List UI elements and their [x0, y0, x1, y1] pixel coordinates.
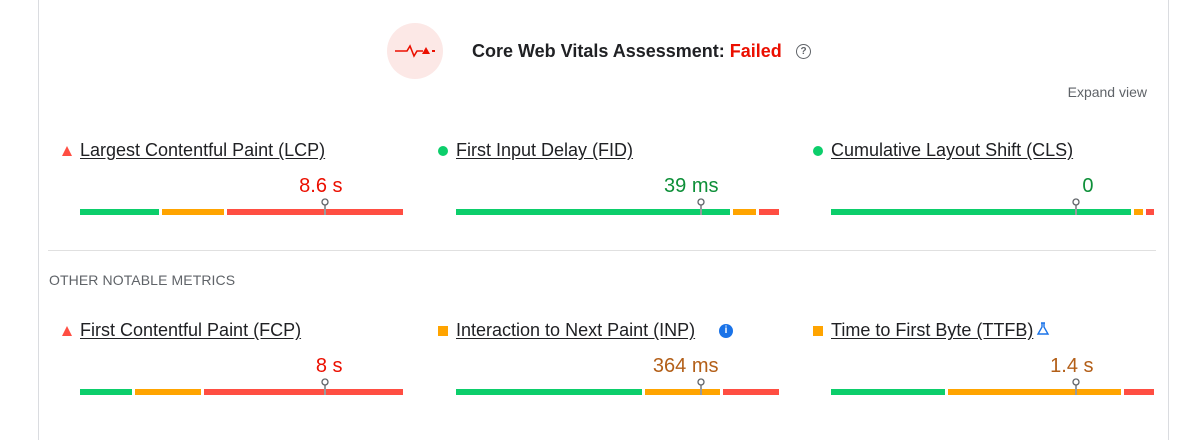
metric-card — [812, 140, 1142, 220]
metric-card — [437, 320, 767, 400]
distribution-segment-needs-improvement — [1134, 209, 1142, 215]
metric-name-link[interactable]: First Contentful Paint (FCP) — [80, 320, 302, 340]
metric-value: 8.6 s — [299, 175, 343, 197]
distribution-segment-good — [831, 389, 945, 395]
distribution-bar — [80, 389, 406, 395]
distribution-segment-needs-improvement — [948, 389, 1121, 395]
lab-flask-icon[interactable] — [1036, 322, 1050, 336]
percentile-pin — [320, 378, 330, 396]
expand-view-link[interactable]: Expand view — [1067, 84, 1147, 100]
percentile-pin — [1071, 198, 1081, 216]
section-divider — [48, 250, 1156, 251]
distribution-segment-good — [80, 389, 132, 395]
metric-card — [61, 140, 391, 220]
distribution-segment-poor — [227, 209, 403, 215]
distribution-segment-good — [456, 389, 642, 395]
distribution-segment-needs-improvement — [733, 209, 756, 215]
assessment-status: Failed — [729, 41, 782, 61]
assessment-title-text: Core Web Vitals Assessment: — [472, 41, 725, 61]
distribution-bar — [831, 209, 1157, 215]
distribution-segment-good — [831, 209, 1131, 215]
metric-value: 364 ms — [652, 355, 719, 377]
distribution-segment-poor — [204, 389, 403, 395]
metric-card — [437, 140, 767, 220]
percentile-pin — [320, 198, 330, 216]
distribution-bar — [456, 209, 782, 215]
distribution-bar — [831, 389, 1157, 395]
percentile-pin — [696, 198, 706, 216]
metric-name-link[interactable]: Time to First Byte (TTFB) — [831, 320, 1034, 340]
percentile-pin — [1071, 378, 1081, 396]
metric-value: 1.4 s — [1050, 355, 1094, 377]
distribution-segment-poor — [759, 209, 779, 215]
percentile-pin — [696, 378, 706, 396]
square-icon — [812, 325, 824, 337]
info-icon[interactable]: i — [719, 324, 733, 338]
section-label: OTHER NOTABLE METRICS — [49, 272, 236, 288]
metric-name-link[interactable]: First Input Delay (FID) — [456, 140, 634, 160]
assessment-title — [472, 41, 782, 62]
distribution-segment-needs-improvement — [162, 209, 224, 215]
status-badge — [387, 23, 443, 79]
metric-value: 0 — [1082, 175, 1094, 197]
metric-value: 8 s — [315, 355, 343, 377]
metric-name-link[interactable]: Cumulative Layout Shift (CLS) — [831, 140, 1074, 160]
distribution-segment-good — [456, 209, 730, 215]
distribution-bar — [80, 209, 406, 215]
circle-icon — [812, 145, 824, 157]
distribution-segment-poor — [1124, 389, 1154, 395]
triangle-icon — [61, 145, 73, 157]
metric-name-link[interactable]: Largest Contentful Paint (LCP) — [80, 140, 326, 160]
failed-pulse-icon — [393, 42, 437, 60]
distribution-segment-poor — [723, 389, 779, 395]
triangle-icon — [61, 325, 73, 337]
distribution-segment-needs-improvement — [645, 389, 720, 395]
metric-name-link[interactable]: Interaction to Next Paint (INP) — [456, 320, 696, 340]
metric-card — [812, 320, 1142, 400]
distribution-bar — [456, 389, 782, 395]
distribution-segment-good — [80, 209, 159, 215]
circle-icon — [437, 145, 449, 157]
metric-card — [61, 320, 391, 400]
square-icon — [437, 325, 449, 337]
metric-value: 39 ms — [664, 175, 719, 197]
distribution-segment-needs-improvement — [135, 389, 200, 395]
assessment-header — [0, 0, 1200, 100]
help-circle-icon[interactable]: ? — [796, 44, 811, 59]
distribution-segment-poor — [1146, 209, 1154, 215]
